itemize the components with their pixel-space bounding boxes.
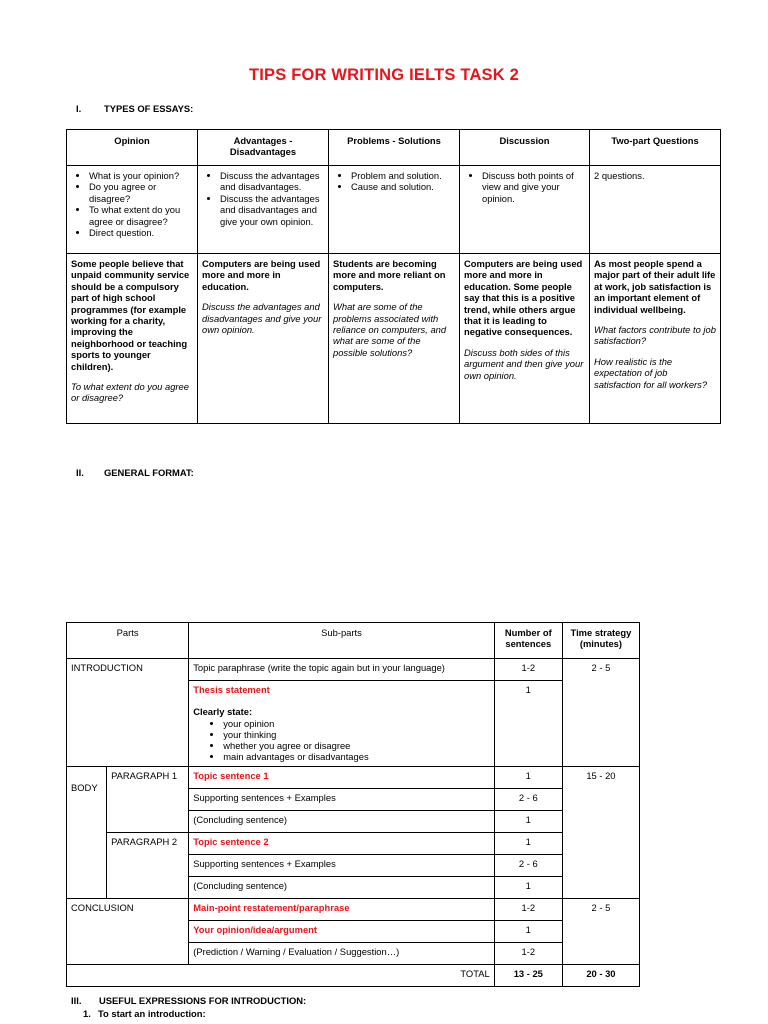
twopart-points-cell: 2 questions. <box>590 166 721 254</box>
subpart-cell: (Prediction / Warning / Evaluation / Suggestion…) <box>189 942 495 964</box>
part-body <box>67 766 107 898</box>
sentence-count: 1-2 <box>494 659 562 681</box>
sentence-count: 1 <box>494 681 562 767</box>
subpart-cell: Supporting sentences + Examples <box>189 854 495 876</box>
example-probsol-cell <box>329 254 460 424</box>
section-expressions-heading <box>71 995 306 1006</box>
subpart-cell: Topic sentence 1 <box>189 766 495 788</box>
list-item: • main advantages or disadvantages <box>223 751 490 762</box>
page-title: TIPS FOR WRITING IELTS TASK 2 <box>248 66 520 84</box>
list-item: • your thinking <box>223 729 490 740</box>
header-advantages-disadvantages: Advantages - Disadvantages <box>198 130 329 166</box>
list-item: • What is your opinion? <box>89 170 193 181</box>
section-label: USEFUL EXPRESSIONS FOR INTRODUCTION: <box>99 995 307 1006</box>
table-header-row <box>67 130 721 166</box>
example-twopart-cell <box>590 254 721 424</box>
total-sentences: 13 - 25 <box>494 964 562 986</box>
example-question: To what extent do you agree or disagree? <box>71 381 189 404</box>
list-item: • Do you agree or disagree? <box>89 181 193 204</box>
example-topic: Computers are being used more and more in education. Some people say that this is a positive trend, while others argue that it is leading to negative consequences. <box>464 258 583 338</box>
header-opinion: Opinion <box>67 130 198 166</box>
header-two-part-questions: Two-part Questions <box>590 130 721 166</box>
subpart-cell: Supporting sentences + Examples <box>189 788 495 810</box>
discussion-points-cell <box>460 166 590 254</box>
example-topic: As most people spend a major part of their adult life at work, job satisfaction is an important element of individual wellbeing. <box>594 258 716 315</box>
thesis-label: Thesis statement <box>193 684 270 695</box>
part-conclusion: CONCLUSION <box>67 898 189 964</box>
subpart-cell: Your opinion/idea/argument <box>189 920 495 942</box>
sentence-count: 2 - 6 <box>494 854 562 876</box>
subpart-cell: (Concluding sentence) <box>189 876 495 898</box>
part-introduction: INTRODUCTION <box>67 659 189 767</box>
example-discussion-cell <box>460 254 590 424</box>
list-item: • Discuss the advantages and disadvantages. <box>220 170 324 193</box>
example-question: How realistic is the expectation of job satisfaction for all workers? <box>594 355 708 390</box>
example-question: Discuss both sides of this argument and then give your own opinion. <box>464 346 584 381</box>
table-row <box>67 659 640 681</box>
table-row <box>67 166 721 254</box>
subpart-cell: Topic sentence 2 <box>189 832 495 854</box>
clearly-state-label: Clearly state: <box>193 706 253 718</box>
list-item: • Cause and solution. <box>351 181 455 192</box>
table-row <box>67 832 640 854</box>
example-question: Discuss the advantages and disadvantages and give your own opinion. <box>202 301 322 336</box>
header-sentences: Number of sentences <box>494 623 562 659</box>
list-item: • your opinion <box>223 718 490 729</box>
table-row <box>67 898 640 920</box>
list-item: • Direct question. <box>89 227 193 238</box>
example-opinion-cell <box>67 254 198 424</box>
paragraph-1-label: PARAGRAPH 1 <box>107 766 189 832</box>
list-item: • Discuss the advantages and disadvantages and give your own opinion. <box>220 193 324 227</box>
subpart-cell: (Concluding sentence) <box>189 810 495 832</box>
header-discussion: Discussion <box>460 130 590 166</box>
subpart-cell <box>189 681 495 767</box>
general-format-table <box>66 622 640 987</box>
sentence-count: 1-2 <box>494 898 562 920</box>
section-label: TYPES OF ESSAYS: <box>104 103 194 114</box>
header-parts: Parts <box>67 623 189 659</box>
list-item: • Problem and solution. <box>351 170 455 181</box>
sentence-count: 2 - 6 <box>494 788 562 810</box>
example-topic: Some people believe that unpaid community service should be a compulsory part of high school programmes (for example working for a charity, improving the neighborhood or teaching sports to younger children). <box>71 258 190 372</box>
advdis-points-cell <box>198 166 329 254</box>
time-strategy: 2 - 5 <box>562 898 639 964</box>
example-advdis-cell <box>198 254 329 424</box>
sentence-count: 1 <box>494 766 562 788</box>
header-time: Time strategy (minutes) <box>562 623 639 659</box>
table-row <box>67 766 640 788</box>
sentence-count: 1 <box>494 832 562 854</box>
total-row <box>67 964 640 986</box>
subsection-start-introduction <box>83 1008 206 1019</box>
header-problems-solutions: Problems - Solutions <box>329 130 460 166</box>
total-time: 20 - 30 <box>562 964 639 986</box>
section-number: I. <box>76 103 82 114</box>
example-topic: Students are becoming more and more reliant on computers. <box>333 258 446 292</box>
subpart-cell: Topic paraphrase (write the topic again but in your language) <box>189 659 495 681</box>
list-item: • whether you agree or disagree <box>223 740 490 751</box>
paragraph-2-label: PARAGRAPH 2 <box>107 832 189 898</box>
section-number: III. <box>71 995 82 1006</box>
sentence-count: 1 <box>494 920 562 942</box>
time-strategy: 2 - 5 <box>562 659 639 767</box>
essay-types-table <box>66 129 721 424</box>
list-item: • To what extent do you agree or disagree? <box>89 204 193 227</box>
example-question: What factors contribute to job satisfaction? <box>594 324 716 347</box>
subsection-number: 1. <box>83 1008 91 1019</box>
section-format-heading <box>76 467 194 478</box>
table-header-row <box>67 623 640 659</box>
opinion-points-cell <box>67 166 198 254</box>
sentence-count: 1-2 <box>494 942 562 964</box>
header-subparts: Sub-parts <box>189 623 495 659</box>
body-label: BODY <box>71 781 98 793</box>
example-topic: Computers are being used more and more in education. <box>202 258 321 292</box>
section-types-heading <box>76 103 193 114</box>
subsection-label: To start an introduction: <box>98 1008 206 1019</box>
sentence-count: 1 <box>494 810 562 832</box>
subpart-cell: Main-point restatement/paraphrase <box>189 898 495 920</box>
section-number: II. <box>76 467 84 478</box>
table-row <box>67 254 721 424</box>
total-label: TOTAL <box>67 964 495 986</box>
time-strategy: 15 - 20 <box>562 766 639 898</box>
probsol-points-cell <box>329 166 460 254</box>
list-item: • Discuss both points of view and give your opinion. <box>482 170 585 204</box>
sentence-count: 1 <box>494 876 562 898</box>
example-question: What are some of the problems associated with reliance on computers, and what are some of the possible solutions? <box>333 301 447 358</box>
section-label: GENERAL FORMAT: <box>104 467 194 478</box>
